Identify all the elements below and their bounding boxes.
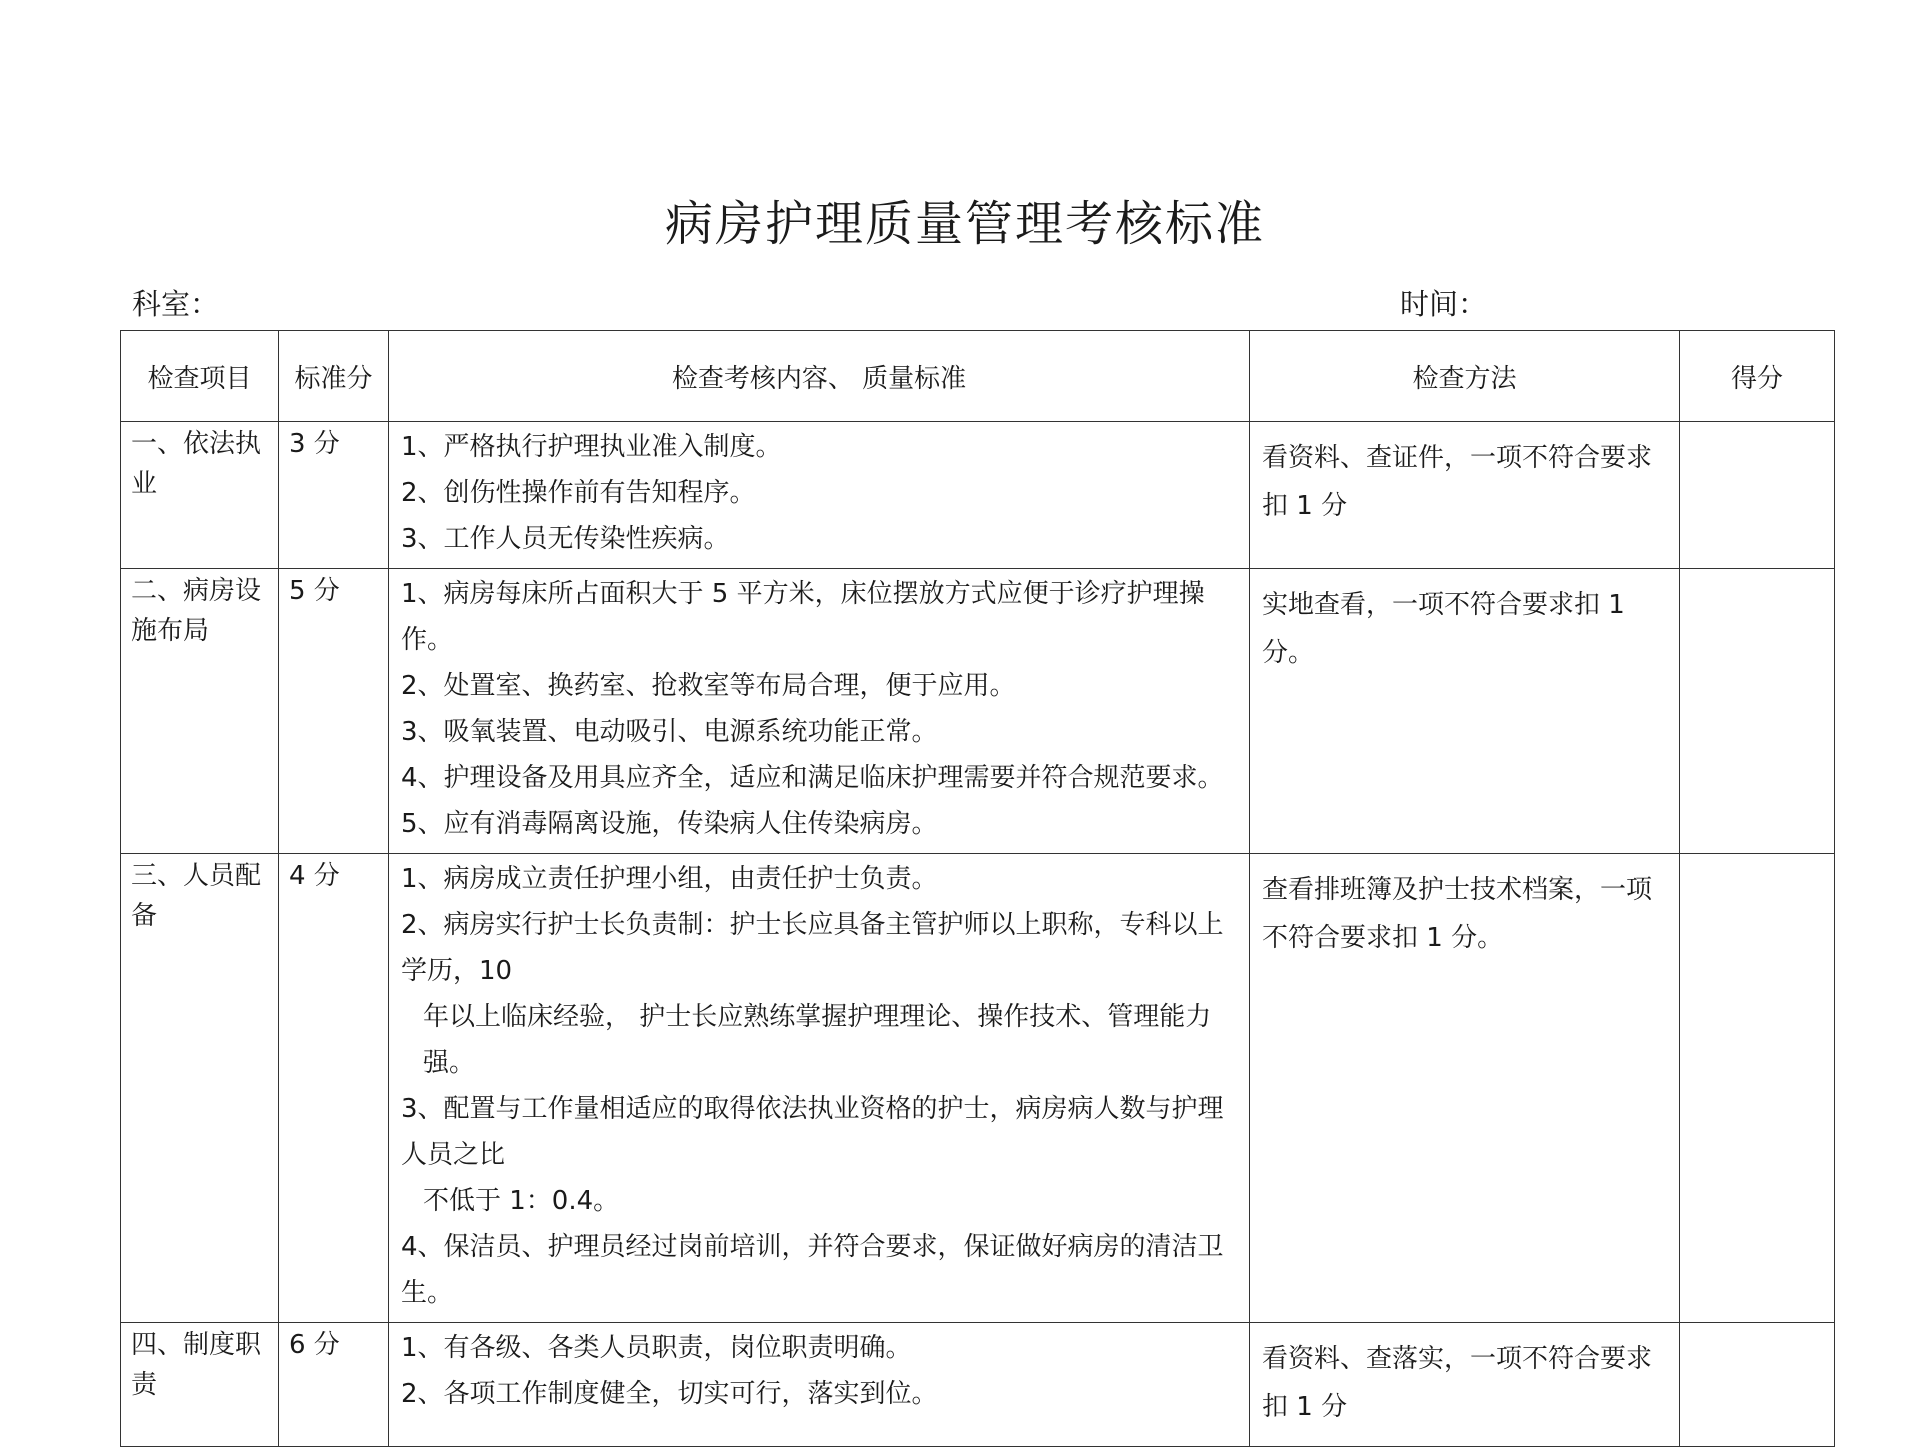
table-row <box>121 422 1835 569</box>
method-cell: 看资料、查证件，一项不符合要求扣 1 分 <box>1250 422 1680 569</box>
content-line: 5、应有消毒隔离设施，传染病人住传染病房。 <box>401 809 938 839</box>
method-cell: 查看排班簿及护士技术档案，一项不符合要求扣 1 分。 <box>1250 854 1680 1323</box>
method-cell: 看资料、查落实，一项不符合要求扣 1 分 <box>1250 1323 1680 1447</box>
content-line: 2、创伤性操作前有告知程序。 <box>401 478 756 508</box>
score-cell: 6 分 <box>279 1323 389 1447</box>
department-label: 科室： <box>132 287 220 321</box>
item-cell: 二、病房设施布局 <box>121 569 279 854</box>
assessment-table <box>120 330 1835 1447</box>
content-cell <box>389 569 1250 854</box>
score-cell: 4 分 <box>279 854 389 1323</box>
header-result: 得分 <box>1680 331 1835 422</box>
result-cell[interactable] <box>1680 1323 1835 1447</box>
score-cell: 3 分 <box>279 422 389 569</box>
content-line: 3、吸氧装置、电动吸引、电源系统功能正常。 <box>401 717 938 747</box>
page-title: 病房护理质量管理考核标准 <box>664 196 1265 252</box>
content-cell <box>389 1323 1250 1447</box>
header-content: 检查考核内容、 质量标准 <box>389 331 1250 422</box>
table-row <box>121 854 1835 1323</box>
content-line: 3、配置与工作量相适应的取得依法执业资格的护士，病房病人数与护理人员之比 <box>401 1094 1224 1170</box>
content-line: 2、处置室、换药室、抢救室等布局合理，便于应用。 <box>401 671 1016 701</box>
method-cell: 实地查看，一项不符合要求扣 1 分。 <box>1250 569 1680 854</box>
table-row <box>121 1323 1835 1447</box>
content-line: 4、保洁员、护理员经过岗前培训，并符合要求，保证做好病房的清洁卫生。 <box>401 1232 1224 1308</box>
header-score: 标准分 <box>279 331 389 422</box>
result-cell[interactable] <box>1680 854 1835 1323</box>
content-line: 4、护理设备及用具应齐全，适应和满足临床护理需要并符合规范要求。 <box>401 763 1224 793</box>
item-cell: 四、制度职责 <box>121 1323 279 1447</box>
content-line: 1、病房成立责任护理小组，由责任护士负责。 <box>401 864 938 894</box>
content-line: 3、工作人员无传染性疾病。 <box>401 524 730 554</box>
content-line: 不低于 1：0.4。 <box>423 1186 620 1216</box>
table-row <box>121 569 1835 854</box>
content-line: 年以上临床经验， 护士长应熟练掌握护理理论、操作技术、管理能力强。 <box>423 1002 1212 1078</box>
result-cell[interactable] <box>1680 569 1835 854</box>
item-cell: 一、依法执业 <box>121 422 279 569</box>
content-line: 2、各项工作制度健全，切实可行，落实到位。 <box>401 1379 938 1409</box>
result-cell[interactable] <box>1680 422 1835 569</box>
table-header-row <box>121 331 1835 422</box>
item-cell: 三、人员配备 <box>121 854 279 1323</box>
content-cell <box>389 422 1250 569</box>
content-line: 1、有各级、各类人员职责，岗位职责明确。 <box>401 1333 912 1363</box>
content-line: 1、病房每床所占面积大于 5 平方米，床位摆放方式应便于诊疗护理操作。 <box>401 579 1205 655</box>
content-line: 2、病房实行护士长负责制：护士长应具备主管护师以上职称，专科以上学历，10 <box>401 910 1224 986</box>
header-item: 检查项目 <box>121 331 279 422</box>
header-method: 检查方法 <box>1250 331 1680 422</box>
score-cell: 5 分 <box>279 569 389 854</box>
content-cell <box>389 854 1250 1323</box>
content-line: 1、严格执行护理执业准入制度。 <box>401 432 782 462</box>
time-label: 时间： <box>1400 287 1488 321</box>
